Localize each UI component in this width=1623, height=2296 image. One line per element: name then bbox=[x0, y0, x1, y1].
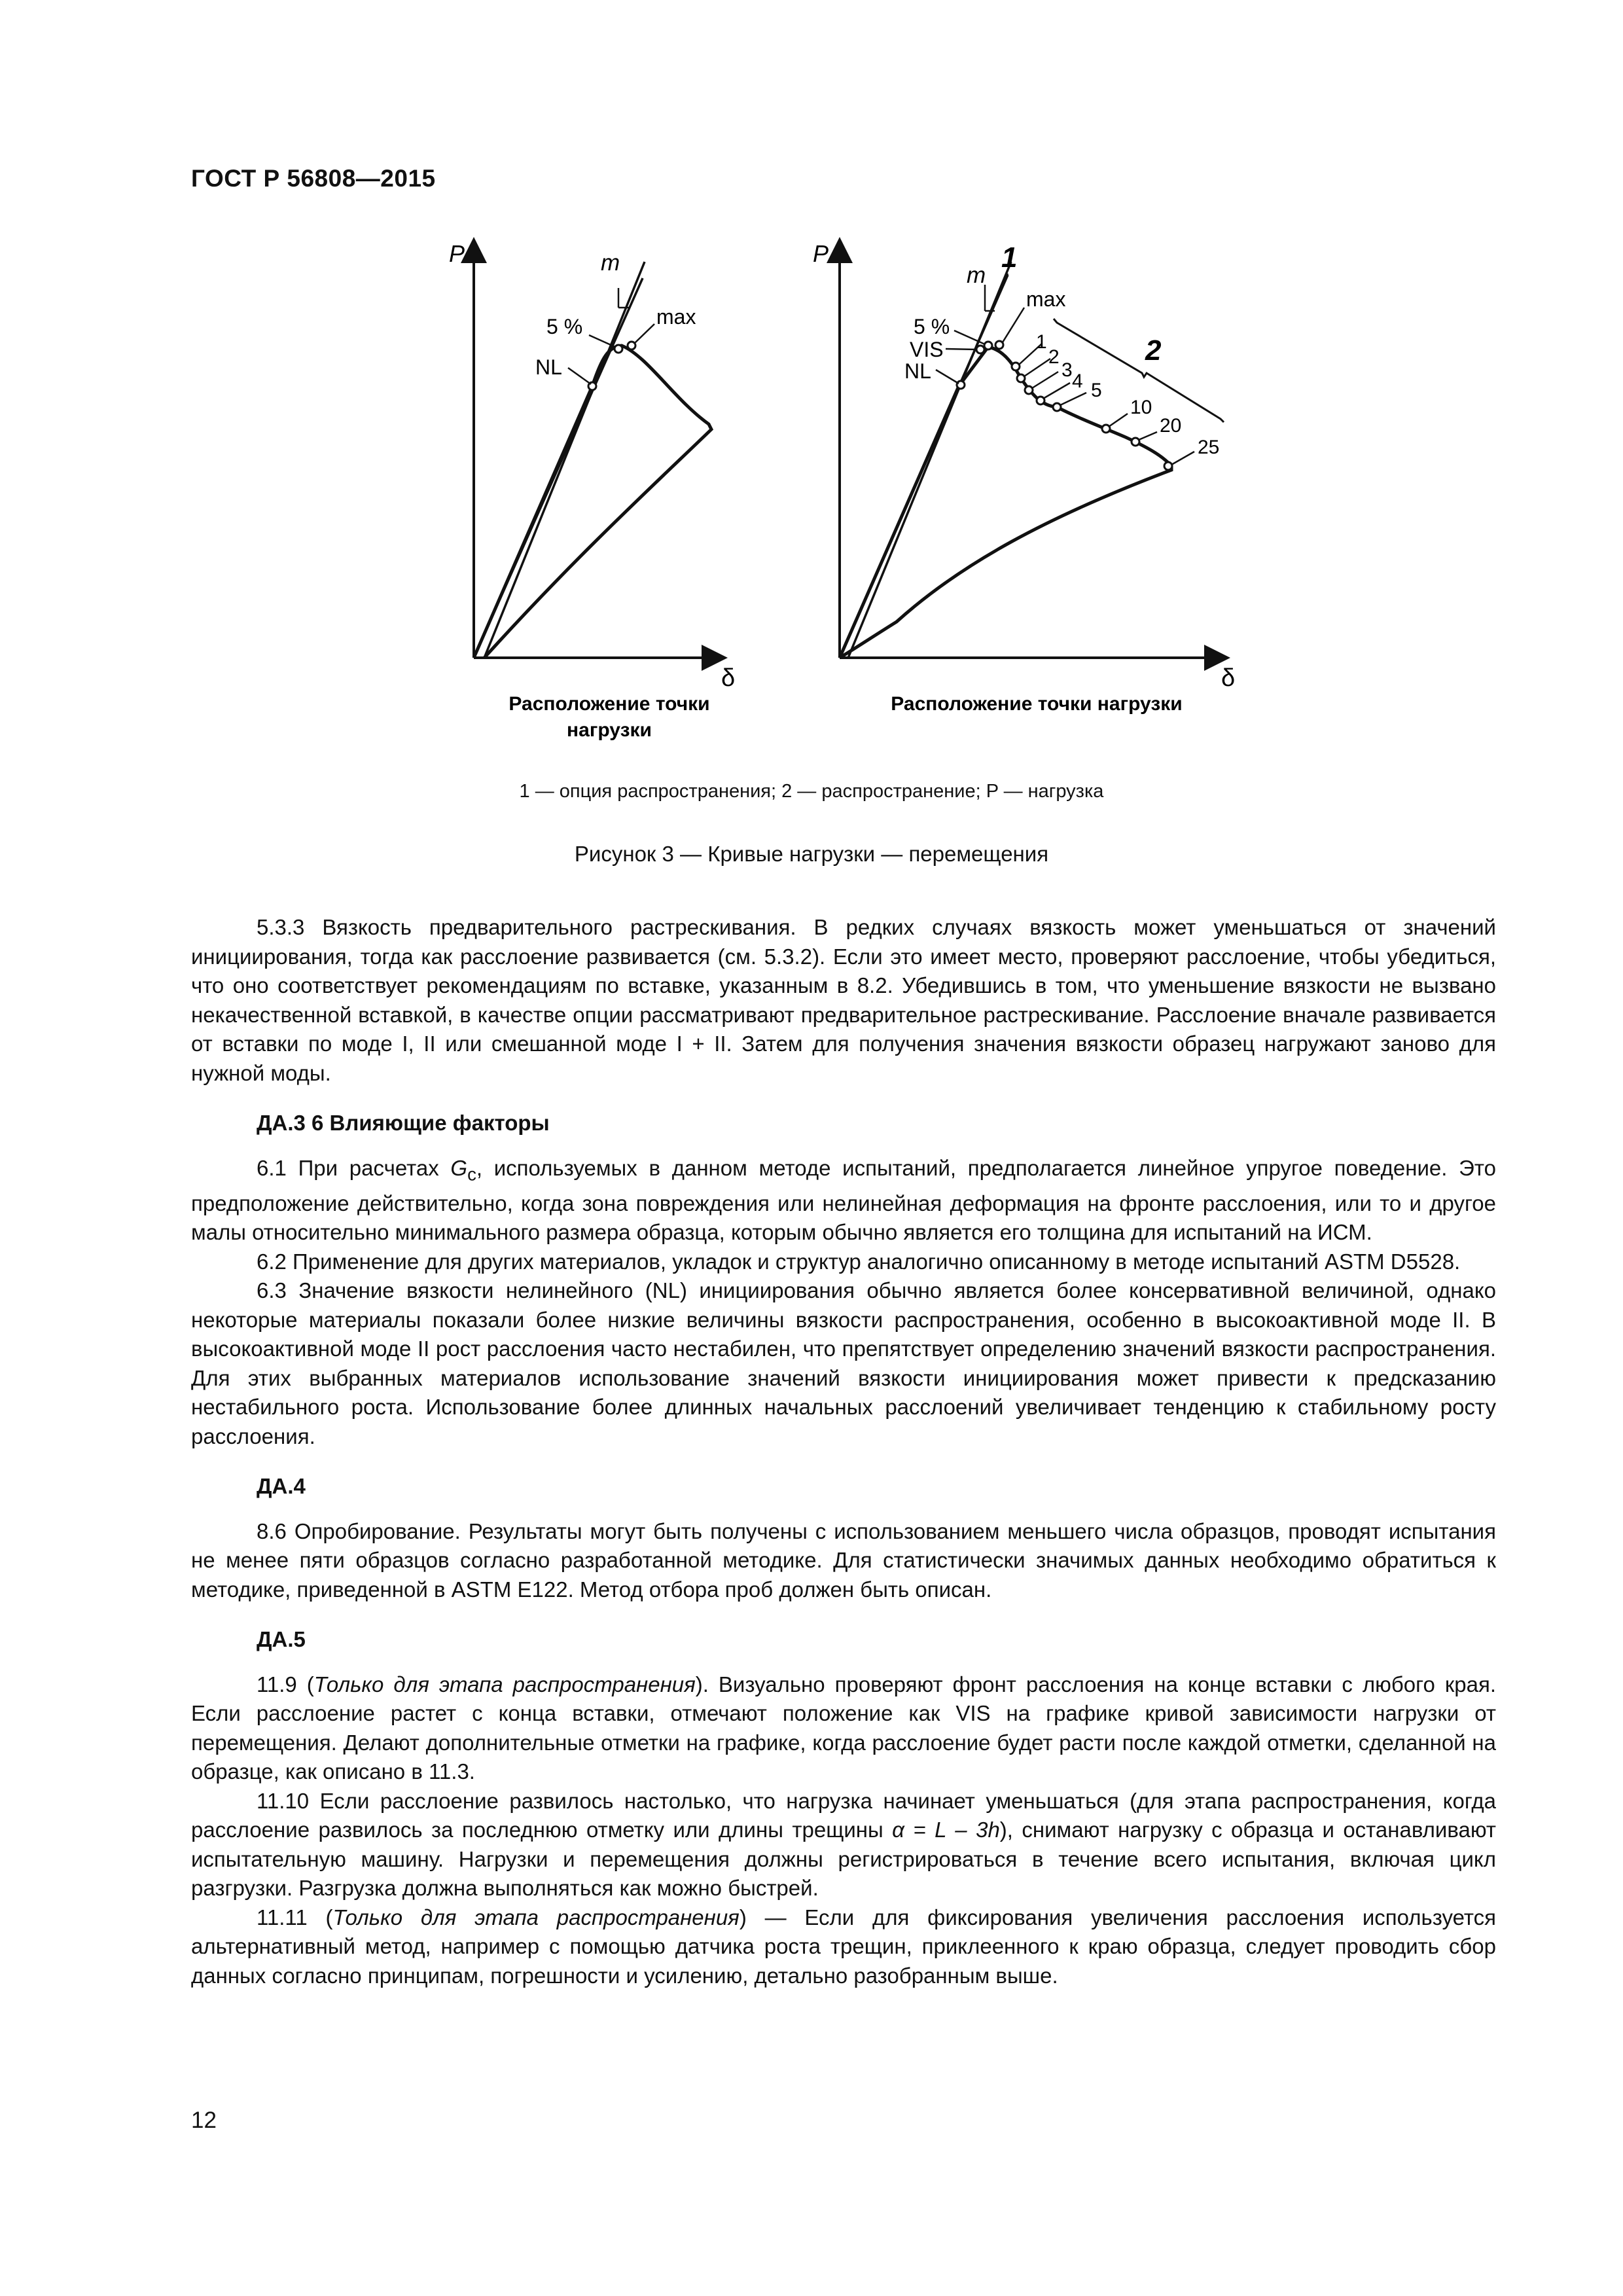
right-load-curve bbox=[840, 347, 1171, 658]
right-2-label: 2 bbox=[1145, 334, 1162, 367]
left-max-label: max bbox=[656, 305, 696, 329]
right-point-3 bbox=[1025, 386, 1033, 394]
section-heading-da5: ДА.5 bbox=[257, 1627, 306, 1652]
left-chart bbox=[449, 240, 735, 741]
left-nl-leader bbox=[568, 368, 591, 384]
p1110-formula: α = L – 3h bbox=[892, 1818, 1000, 1842]
right-m-label: m bbox=[967, 262, 986, 288]
document-header: ГОСТ Р 56808—2015 bbox=[191, 165, 436, 192]
paragraph-6-1 bbox=[191, 1154, 1496, 1247]
right-tick-10: 10 bbox=[1130, 397, 1152, 418]
paragraph-6-3: 6.3 Значение вязкости нелинейного (NL) инициирования обычно является более консервативной величиной, однако некоторые материалы показали более низкие величины вязкости распространения, особенно в высокоактивной моде II. В высокоактивной моде II рост расслоения часто нестабилен, что препятствует определению значений вязкости распространения. Для этих выбранных материалов использование значений вязкости инициирования может привести к предсказанию нестабильного роста. Использование более длинных начальных расслоений увеличивает тенденцию к стабильному росту расслоения. bbox=[191, 1278, 1496, 1448]
right-5pct-label: 5 % bbox=[914, 315, 950, 338]
paragraph-11-10 bbox=[191, 1787, 1496, 1903]
right-leader-2 bbox=[1024, 359, 1050, 376]
p61-symbol-g: G bbox=[450, 1155, 468, 1180]
paragraph-11-11 bbox=[191, 1903, 1496, 1991]
left-caption-line1: Расположение точки bbox=[508, 693, 710, 715]
right-point-20 bbox=[1132, 438, 1139, 446]
right-leader-3 bbox=[1032, 372, 1058, 388]
right-point-2 bbox=[1017, 374, 1025, 382]
left-5pct-point bbox=[615, 345, 622, 353]
left-y-label: P bbox=[449, 240, 465, 267]
right-nl-point bbox=[957, 381, 965, 389]
right-tick-25: 25 bbox=[1198, 437, 1220, 458]
left-nl-label: NL bbox=[535, 355, 562, 379]
p1111-part-a: 11.11 ( bbox=[257, 1905, 333, 1929]
p1110-part-a: 11.10 Если расслоение развилось настолько, что нагрузка начинает уменьшаться (для этапа распространения, когда расслоение развилось за последнюю отметку или длины трещины bbox=[191, 1788, 1496, 1842]
p119-italic: Только для этапа распространения bbox=[313, 1672, 696, 1696]
right-leader-20 bbox=[1139, 432, 1157, 440]
right-vis-leader bbox=[946, 349, 977, 350]
p61-part-b: , используемых в данном методе испытаний, предполагается линейное упругое поведение. Это предположение действительно, когда зона повреждения или нелинейная деформация на фронте расслоения, или то и другое малы относительно минимального размера образца, которым обычно является его толщина для испытаний на ИСМ. bbox=[191, 1155, 1496, 1245]
p119-part-a: 11.9 ( bbox=[257, 1672, 314, 1696]
p1110-part-b: ), снимают нагрузку с образца и останавливают испытательную машину. Нагрузки и перемещения должны регистрироваться в течение всего испытания, включая цикл разгрузки. Разгрузка должна выполняться как можно быстрей. bbox=[191, 1818, 1496, 1901]
right-leader-10 bbox=[1109, 414, 1128, 427]
right-max-point bbox=[995, 341, 1003, 349]
left-max-point bbox=[628, 342, 635, 350]
right-vis-point bbox=[976, 346, 984, 353]
right-leader-25 bbox=[1171, 452, 1194, 465]
p1111-italic: Только для этапа распространения bbox=[332, 1905, 740, 1929]
p1111-part-b: ) — Если для фиксирования увеличения расслоения используется альтернативный метод, например с помощью датчика роста трещин, приклеенного к краю образца, следует проводить сбор данных согласно принципам, погрешности и усилению, детально разобранным выше. bbox=[191, 1905, 1497, 1988]
p61-part-a: 6.1 При расчетах bbox=[257, 1155, 451, 1180]
page-number: 12 bbox=[191, 2108, 217, 2133]
right-vis-label: VIS bbox=[910, 338, 944, 361]
right-tick-4: 4 bbox=[1072, 370, 1083, 392]
right-1-label: 1 bbox=[1001, 242, 1018, 274]
right-y-label: P bbox=[813, 240, 829, 267]
left-5pct-label: 5 % bbox=[546, 315, 583, 338]
right-nl-label: NL bbox=[904, 359, 931, 383]
load-displacement-figure bbox=[0, 0, 1623, 877]
right-tick-5: 5 bbox=[1091, 380, 1102, 401]
right-x-label: δ bbox=[1221, 664, 1236, 692]
left-max-leader bbox=[635, 324, 654, 343]
left-x-label: δ bbox=[721, 664, 736, 692]
right-5pct-point bbox=[984, 342, 992, 350]
right-caption: Расположение точки нагрузки bbox=[891, 693, 1183, 715]
figure-caption: Рисунок 3 — Кривые нагрузки — перемещения bbox=[574, 842, 1049, 866]
right-point-1 bbox=[1012, 363, 1020, 370]
right-point-5 bbox=[1053, 403, 1061, 411]
right-tick-3: 3 bbox=[1061, 359, 1073, 381]
figure-legend: 1 — опция распространения; 2 — распространение; P — нагрузка bbox=[519, 781, 1104, 802]
right-1-leader bbox=[998, 274, 1008, 298]
section-heading-da3: ДА.3 6 Влияющие факторы bbox=[257, 1111, 550, 1135]
right-point-25 bbox=[1164, 462, 1172, 470]
right-nl-leader bbox=[936, 370, 959, 384]
p61-subscript: c bbox=[467, 1164, 476, 1185]
right-chart bbox=[813, 240, 1235, 715]
right-tick-20: 20 bbox=[1160, 415, 1182, 437]
right-max-leader bbox=[1003, 308, 1024, 342]
left-caption-line2: нагрузки bbox=[567, 719, 652, 741]
right-leader-5 bbox=[1060, 393, 1086, 405]
left-m-label: m bbox=[601, 250, 620, 276]
right-leader-4 bbox=[1043, 383, 1070, 399]
p119-part-b: ). Визуально проверяют фронт расслоения на конце вставки с любого края. Если расслоение растет с конца вставки, отмечают положение как VIS на графике кривой зависимости нагрузки от перемещения. Делают дополнительные отметки на графике, когда расслоение будет расти после каждой отметки, сделанной на образце, как описано в 11.3. bbox=[191, 1672, 1496, 1784]
paragraph-8-6: 8.6 Опробирование. Результаты могут быть получены с использованием меньшего числа образцов, проводят испытания не менее пяти образцов согласно разработанной методике. Для статистически значимых данных необходимо обратиться к методике, приведенной в ASTM E122. Метод отбора проб должен быть описан. bbox=[191, 1518, 1496, 1602]
right-max-label: max bbox=[1026, 287, 1066, 311]
right-tick-1: 1 bbox=[1036, 331, 1047, 353]
paragraph-6-2: 6.2 Применение для других материалов, укладок и структур аналогично описанному в методе испытаний ASTM D5528. bbox=[257, 1249, 1461, 1274]
right-tick-2: 2 bbox=[1048, 346, 1060, 368]
paragraph-5-3-3: 5.3.3 Вязкость предварительного растрескивания. В редких случаях вязкость может уменьшаться от значений инициирования, тогда как расслоение развивается (см. 5.3.2). Если это имеет место, проверяют расслоение, чтобы убедиться, что оно соответствует рекомендациям по вставке, указанным в 8.2. Убедившись в том, что уменьшение вязкости не вызвано некачественной вставкой, в качестве опции рассматривают предварительное растрескивание. Расслоение вначале развивается от вставки по моде I, II или смешанной моде I + II. Затем для получения значения вязкости образец нагружают заново для нужной моды. bbox=[191, 915, 1496, 1085]
section-heading-da4: ДА.4 bbox=[257, 1474, 306, 1499]
paragraph-11-9 bbox=[191, 1670, 1496, 1787]
left-5pct-leader bbox=[589, 335, 615, 347]
body-text bbox=[191, 913, 1496, 1990]
